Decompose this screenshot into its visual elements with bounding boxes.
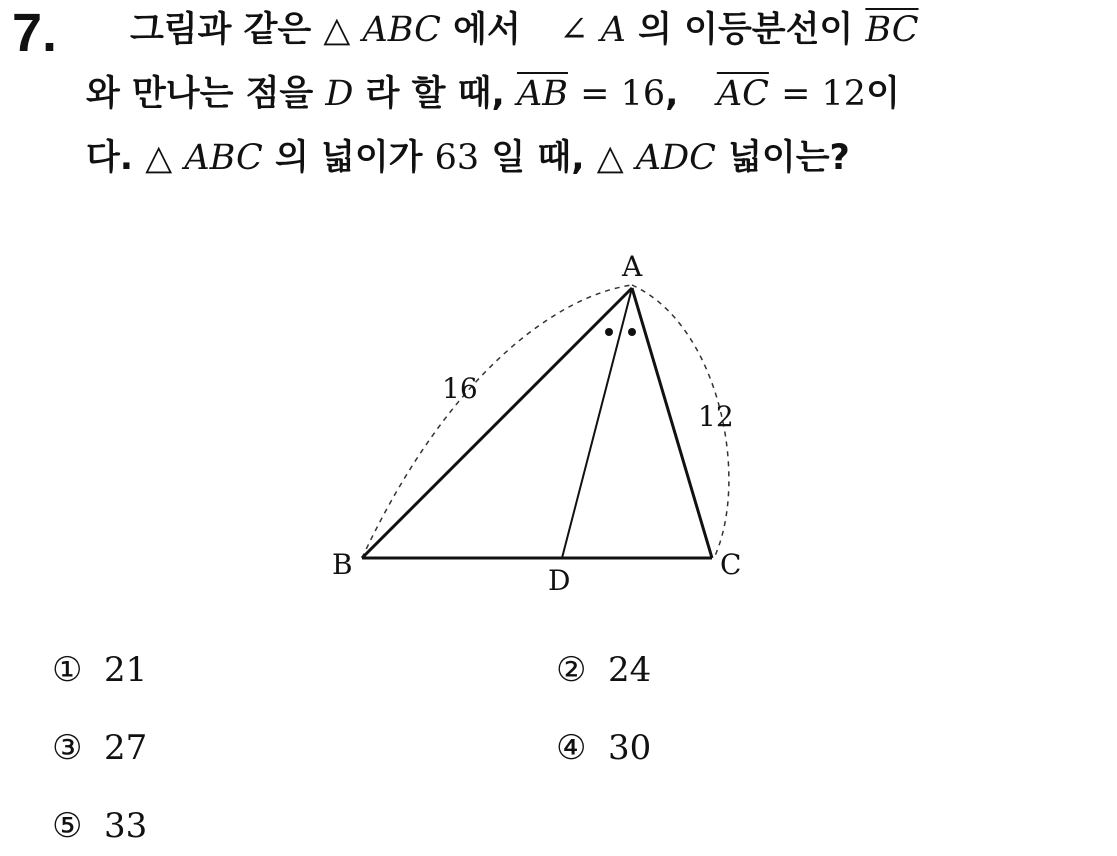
stem-text: 넓이는? (728, 138, 850, 178)
triangle-figure (300, 240, 820, 610)
stem-text: 의 넓이가 (275, 138, 435, 178)
stem-text: 의 이등분선이 (638, 10, 866, 50)
stem-text: 에서 (453, 10, 533, 50)
side-ab (362, 288, 632, 558)
choice-value: 27 (104, 728, 148, 768)
choice-4[interactable] (556, 728, 651, 768)
stem-text: 다. (86, 138, 146, 178)
triangle-symbol: △ (323, 10, 351, 50)
math-point-d: D (325, 74, 354, 114)
label-b: B (332, 548, 353, 581)
math-segment-ac: $\overline{AC}$ (716, 74, 769, 114)
choice-mark: ⑤ (52, 806, 83, 846)
stem-text: 일 때, (491, 138, 597, 178)
stem-text: 라 할 때, (365, 74, 517, 114)
triangle-symbol: △ (145, 138, 173, 178)
choice-mark: ③ (52, 728, 83, 768)
choice-mark: ② (556, 650, 587, 690)
stem-text: 이 (866, 74, 900, 114)
question-number: 7. (12, 3, 58, 63)
triangle-symbol: △ (596, 138, 624, 178)
angle-mark-dot (628, 328, 636, 336)
stem-line-2 (86, 72, 900, 116)
choice-5[interactable] (52, 806, 147, 846)
math-segment-ab: $\overline{AB}$ (516, 74, 568, 114)
math-equals-16: = 16 (580, 74, 666, 114)
math-triangle-abc: ABC (362, 10, 441, 50)
side-label-16: 16 (442, 372, 478, 405)
stem-text: , (665, 74, 679, 114)
math-vertex-a: A (600, 10, 626, 50)
choice-value: 33 (104, 806, 148, 846)
choice-value: 21 (104, 650, 148, 690)
math-segment-bc: $\overline{BC}$ (865, 10, 919, 50)
label-c: C (720, 548, 742, 581)
math-number-63: 63 (434, 138, 480, 178)
math-triangle-abc: ABC (184, 138, 263, 178)
bisector-ad (562, 288, 632, 558)
angle-mark-dot (605, 328, 613, 336)
stem-line-1 (130, 8, 919, 52)
side-label-12: 12 (698, 400, 734, 433)
label-a: A (622, 250, 643, 283)
choice-1[interactable] (52, 650, 147, 690)
angle-symbol: ∠ (559, 10, 589, 50)
label-d: D (548, 564, 571, 597)
stem-text: 그림과 같은 (130, 10, 324, 50)
choice-mark: ① (52, 650, 83, 690)
choice-3[interactable] (52, 728, 147, 768)
math-equals-12: = 12 (781, 74, 867, 114)
choice-value: 24 (608, 650, 652, 690)
math-triangle-adc: ADC (635, 138, 716, 178)
choice-value: 30 (608, 728, 652, 768)
choice-mark: ④ (556, 728, 587, 768)
stem-line-3 (86, 136, 850, 180)
choice-2[interactable] (556, 650, 651, 690)
stem-text: 와 만나는 점을 (86, 74, 326, 114)
